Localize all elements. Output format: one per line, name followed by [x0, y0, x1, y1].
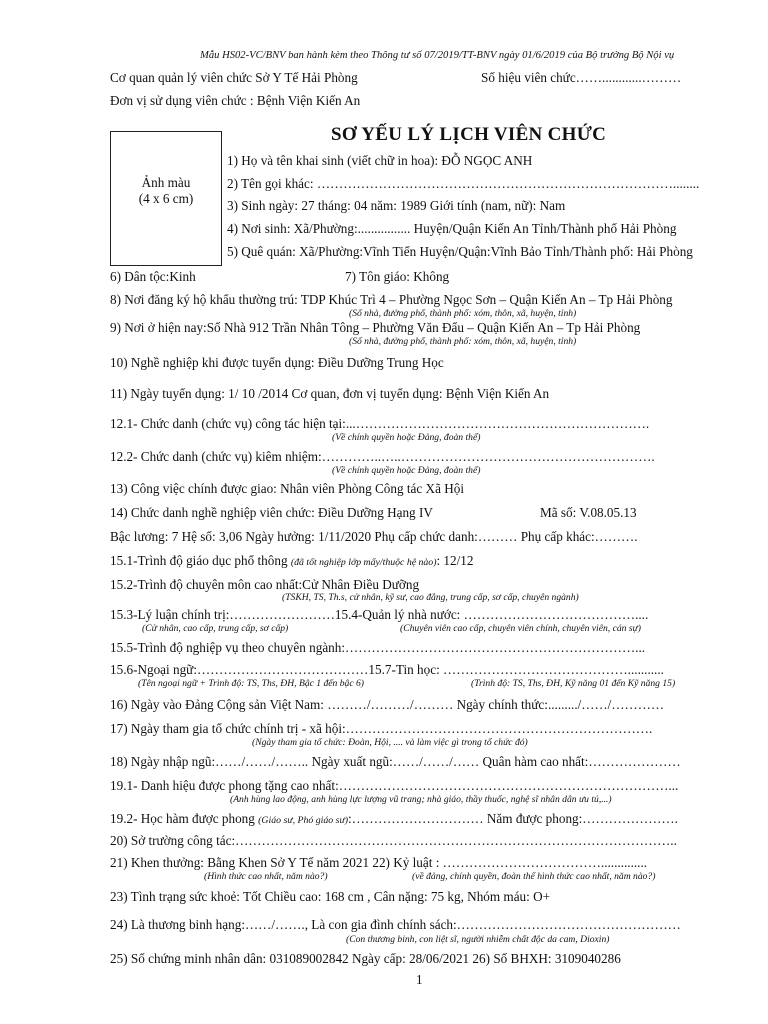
health-line: 23) Tình trạng sức khoẻ: Tốt Chiều cao: 168 cm , Cân nặng: 75 kg, Nhóm máu: O+	[110, 889, 551, 904]
concurrent-position-line: 12.2- Chức danh (chức vụ) kiêm nhiệm:…………..…..………………………………………………….	[110, 449, 655, 464]
discipline-note: (về đảng, chính quyền, đoàn thể hình thức cao nhất, năm nào?)	[412, 871, 656, 882]
professional-skill-line: 15.5-Trình độ nghiệp vụ theo chuyên ngành:…………………………………………………………...	[110, 640, 646, 655]
strengths-line: 20) Sở trường công tác:………………………………………………………………………………………..	[110, 833, 677, 848]
it-note: (Trình độ: TS, Ths, ĐH, Kỹ năng 01 đến Kỹ năng 15)	[471, 678, 676, 689]
id-card-line: 25) Số chứng minh nhân dân: 031089002842 Ngày cấp: 28/06/2021 26) Số BHXH: 3109040286	[110, 951, 621, 966]
other-name-line: 2) Tên gọi khác: ………………………………………………………………………........	[227, 176, 700, 191]
assigned-work-line: 13) Công việc chính được giao: Nhân viên Phòng Công tác Xã Hội	[110, 481, 465, 496]
political-theory-line: 15.3-Lý luận chính trị:……………………15.4-Quản lý nhà nước: …………………………………....	[110, 607, 649, 622]
honor-title-note: (Anh hùng lao động, anh hùng lực lượng vũ trang; nhà giáo, thầy thuốc, nghệ sĩ nhân dân ưu tú,...)	[230, 794, 612, 805]
military-service-line: 18) Ngày nhập ngũ:……/……/…….. Ngày xuất ngũ:……/……/…… Quân hàm cao nhất:…………………	[110, 754, 681, 769]
highest-qualification-line: 15.2-Trình độ chuyên môn cao nhất:Cử Nhân Điều Dưỡng	[110, 577, 420, 592]
hometown-line: 5) Quê quán: Xã/Phường:Vĩnh Tiến Huyện/Quận:Vĩnh Bảo Tỉnh/Thành phố: Hải Phòng	[227, 244, 693, 259]
honor-title-line: 19.1- Danh hiệu được phong tặng cao nhất:…………………………………………………………………...	[110, 778, 679, 793]
concurrent-position-note: (Về chính quyền hoặc Đảng, đoàn thể)	[332, 465, 481, 476]
reward-discipline-line: 21) Khen thưởng: Bằng Khen Sở Y Tế năm 2021 22) Kỷ luật : ………………………………..............	[110, 855, 648, 870]
state-management-note: (Chuyên viên cao cấp, chuyên viên chính, chuyên viên, cán sự)	[400, 623, 641, 634]
general-education-line	[110, 553, 473, 571]
general-education-label: 15.1-Trình độ giáo dục phổ thông	[110, 553, 291, 568]
recruitment-line: 11) Ngày tuyển dụng: 1/ 10 /2014 Cơ quan, đơn vị tuyển dụng: Bệnh Viện Kiến An	[110, 386, 550, 401]
occupation-line: 10) Nghề nghiệp khi được tuyển dụng: Điều Dưỡng Trung Học	[110, 355, 444, 370]
photo-label: Ảnh màu	[141, 175, 191, 190]
religion-line: 7) Tôn giáo: Không	[345, 269, 450, 284]
page-number: 1	[416, 972, 423, 987]
permanent-address-line: 8) Nơi đăng ký hộ khẩu thường trú: TDP Khúc Trì 4 – Phường Ngọc Sơn – Quận Kiến An – Tp Hải Phòng	[110, 292, 673, 307]
highest-qualification-note: (TSKH, TS, Th.s, cử nhân, kỹ sư, cao đẳng, trung cấp, sơ cấp, chuyên ngành)	[282, 592, 579, 603]
professional-title-line: 14) Chức danh nghề nghiệp viên chức: Điều Dưỡng Hạng IV	[110, 505, 433, 520]
reward-note: (Hình thức cao nhất, năm nào?)	[204, 871, 328, 882]
birth-date-line: 3) Sinh ngày: 27 tháng: 04 năm: 1989 Giới tính (nam, nữ): Nam	[227, 198, 566, 213]
birth-place-line: 4) Nơi sinh: Xã/Phường:................ Huyện/Quận Kiến An Tỉnh/Thành phố Hải Phòng	[227, 221, 677, 236]
form-code-note: Mẫu HS02-VC/BNV ban hành kèm theo Thông tư số 07/2019/TT-BNV ngày 01/6/2019 của Bộ trưởng Bộ Nội vụ	[200, 50, 675, 61]
employee-number: Số hiệu viên chức……............………	[481, 70, 682, 85]
academic-rank-hint: (Giáo sư, Phó giáo sư)	[258, 815, 349, 826]
current-address-line: 9) Nơi ở hiện nay:Số Nhà 912 Trần Nhân Tông – Phường Văn Đẩu – Quận Kiến An – Tp Hải Phòng	[110, 320, 641, 335]
photo-size: (4 x 6 cm)	[138, 191, 194, 206]
code-number: Mã số: V.08.05.13	[540, 505, 637, 520]
party-admission-line: 16) Ngày vào Đảng Cộng sản Việt Nam: ………/………/……… Ngày chính thức:........./……/…………	[110, 697, 665, 712]
document-title: SƠ YẾU LÝ LỊCH VIÊN CHỨC	[331, 124, 607, 145]
general-education-hint: (đã tốt nghiệp lớp mấy/thuộc hệ nào)	[290, 557, 437, 568]
socio-political-line: 17) Ngày tham gia tổ chức chính trị - xã hội:…………………………………………………………….	[110, 721, 653, 736]
managing-agency: Cơ quan quản lý viên chức Sở Y Tế Hải Phòng	[110, 70, 358, 85]
academic-rank-label: 19.2- Học hàm được phong	[110, 811, 259, 826]
language-note: (Tên ngoại ngữ + Trình độ: TS, Ths, ĐH, Bậc 1 đến bậc 6)	[138, 678, 364, 689]
salary-line: Bậc lương: 7 Hệ số: 3,06 Ngày hưởng: 1/11/2020 Phụ cấp chức danh:……… Phụ cấp khác:……….	[110, 529, 638, 544]
permanent-address-note: (Số nhà, đường phố, thành phố: xóm, thôn, xã, huyện, tỉnh)	[349, 308, 577, 319]
policy-family-line: 24) Là thương binh hạng:……/……., Là con gia đình chính sách:……………………………………………	[110, 917, 681, 932]
academic-rank-value: :………………………… Năm được phong:………………….	[348, 811, 678, 826]
policy-family-note: (Con thương binh, con liệt sĩ, người nhiễm chất độc da cam, Dioxin)	[346, 934, 610, 945]
socio-political-note: (Ngày tham gia tổ chức: Đoàn, Hội, .... và làm việc gì trong tổ chức đó)	[252, 737, 528, 748]
current-address-note: (Số nhà, đường phố, thành phố: xóm, thôn, xã, huyện, tỉnh)	[349, 336, 577, 347]
full-name-line: 1) Họ và tên khai sinh (viết chữ in hoa): ĐỖ NGỌC ANH	[227, 153, 533, 168]
current-position-note: (Về chính quyền hoặc Đảng, đoàn thể)	[332, 432, 481, 443]
general-education-value: : 12/12	[436, 553, 474, 568]
academic-rank-line	[110, 811, 678, 829]
current-position-line: 12.1- Chức danh (chức vụ) công tác hiện tại:...………………………………………………………….	[110, 416, 650, 431]
political-theory-note: (Cử nhân, cao cấp, trung cấp, sơ cấp)	[142, 623, 289, 634]
employing-unit: Đơn vị sử dụng viên chức : Bệnh Viện Kiến An	[110, 93, 361, 108]
language-it-line: 15.6-Ngoại ngữ:…………………………………15.7-Tin học: ……………………………………...........	[110, 662, 664, 677]
ethnicity-line: 6) Dân tộc:Kinh	[110, 269, 196, 284]
photo-box	[110, 131, 222, 266]
